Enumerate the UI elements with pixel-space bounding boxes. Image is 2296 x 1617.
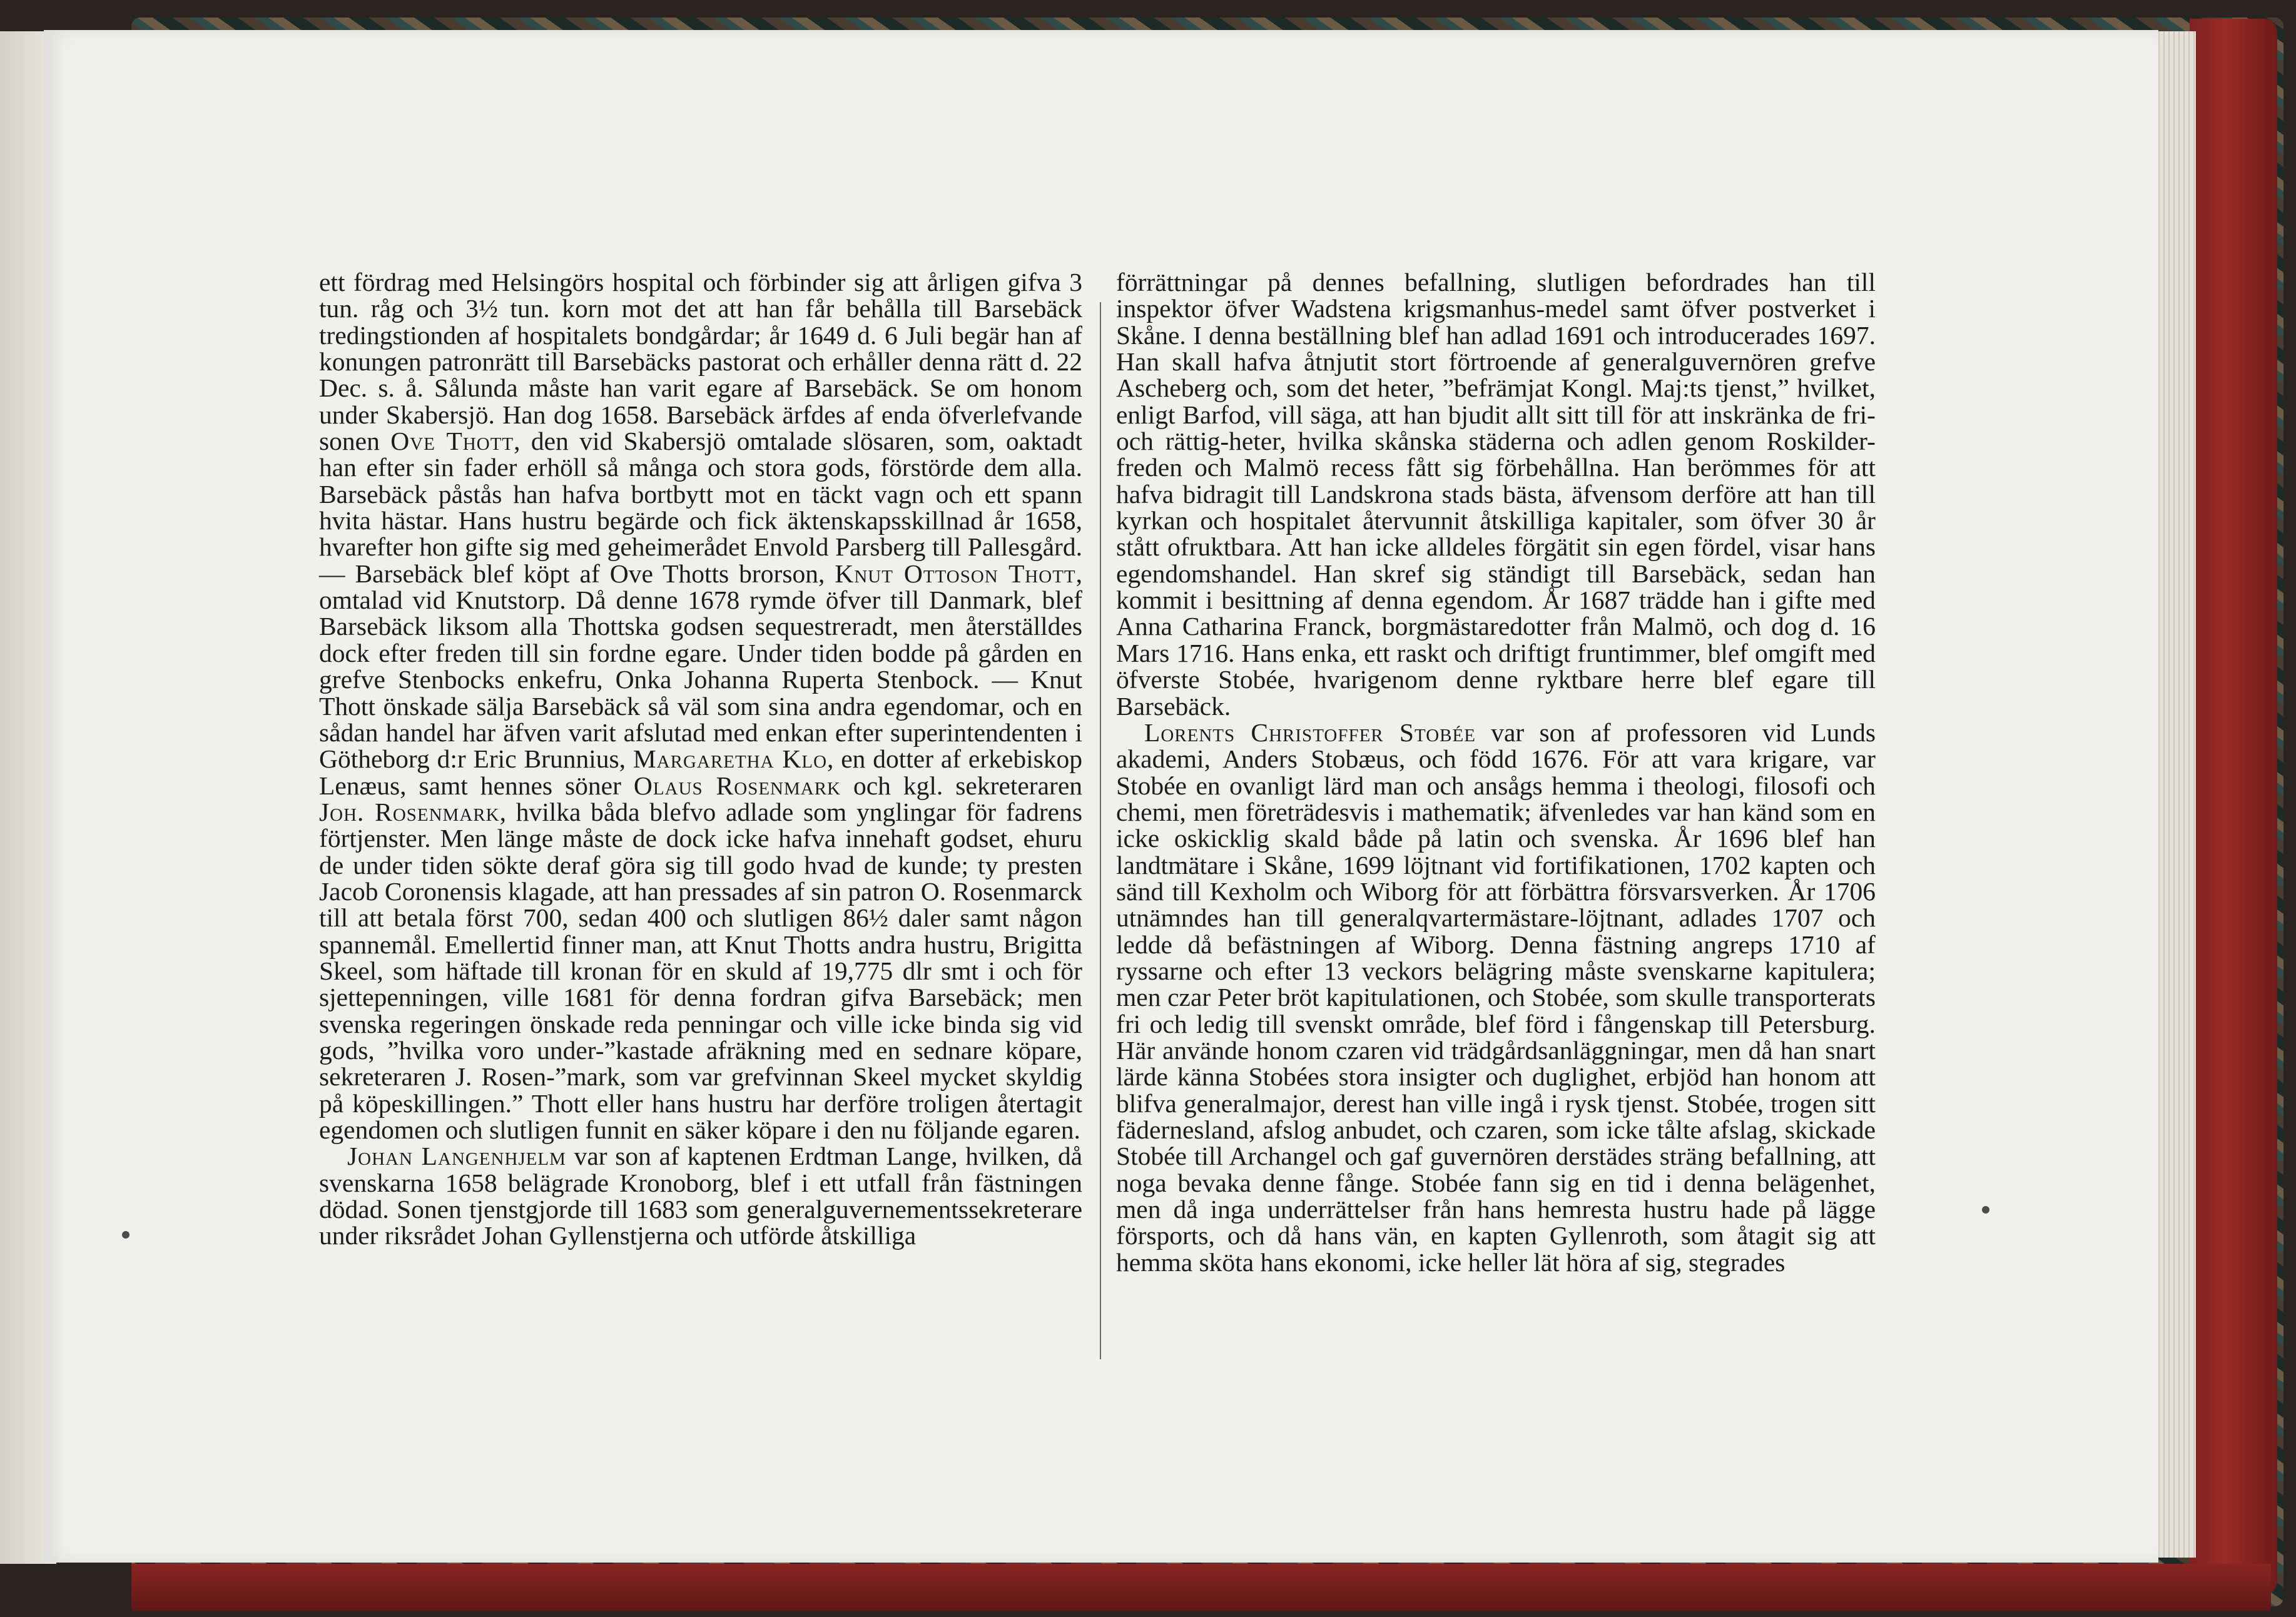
text-run: , hvilka båda blefvo adlade som ynglingar för fadrens förtjenster. Men länge måste de dock icke hafva innehaft godset, ehuru de under tiden sökte deraf göra sig till godo hvad de kunde; ty presten Jacob Coronensis klagade, att han pressades af sin patron O. Rosenmarck till att betala först 700, sedan 400 och slutligen 86½ daler samt någon spannemål. Emellertid finner man, att Knut Thotts andra hustru, Brigitta Skeel, som häftade till kronan för en skuld af 19,775 dlr smt i och för sjettepenningen, ville 1681 för denna fordran gifva Barsebäck; men svenska regeringen önskade reda penningar och ville icke binda sig vid gods, ”hvilka voro under-”kastade afräkning med en sednare köpare, sekreteraren J. Rosen-”mark, som var grefvinnan Skeel mycket skyldig på köpeskillingen.” Thott eller hans hustru har derföre troligen återtagit egendomen och slutligen funnit en säker köpare i den nu följande egaren. (319, 797, 1082, 1144)
text-run: var son af professoren vid Lunds akademi, Anders Stobæus, och född 1676. För att vara krigare, var Stobée en ovanligt lärd man och ansågs hemma i theologi, filosofi och chemi, men företrädesvis i mathematik; äfvenledes var han känd som en icke oskicklig skald både på latin och svenska. År 1696 blef han landtmätare i Skåne, 1699 löjtnant vid fortifikationen, 1702 kapten och sänd till Kexholm och Wiborg för att förbättra försvarsverken. År 1706 utnämndes han till generalqvartermästare-löjtnant, adlades 1707 och ledde då befästningen af Wiborg. Denna fästning angreps 1710 af ryssarne och efter 13 veckors belägring måste svenskarne kapitulera; men czar Peter bröt kapitulationen, och Stobée, som skulle transporterats fri och ledig till svenskt område, blef förd i fångenskap till Petersburg. Här använde honom czaren vid trädgårdsanläggningar, men då han snart lärde känna Stobées stora insigter och duglighet, erbjöd han honom att blifva generalmajor, derest han ville ingå i rysk tjenst. Stobée, trogen sitt fädernesland, afslog anbudet, och czaren, som icke tålte afslag, skickade Stobée till Archangel och gaf guvernören derstädes sträng befallning, att noga bevaka denne fånge. Stobée fann sig en tid i denna belägenhet, men då inga underrättelser från hans hemresta hustru hade på lägge försports, och då hans vän, en kapten Gyllenroth, som åtagit sig att hemma sköta hans ekonomi, icke heller lät höra af sig, stegrades (1116, 717, 1876, 1277)
person-name: Knut Ottoson Thott (835, 559, 1076, 588)
text-run: , omtalad vid Knutstorp. Då denne 1678 rymde öfver till Danmark, blef Barsebäck liksom alla Thottska godsen sequestreradt, men återställdes dock efter freden till sin fordne egare. Under tiden bodde på gården en grefve Stenbocks enkefru, Onka Johanna Ruperta Stenbock. — Knut Thott önskade sälja Barsebäck så väl som sina andra egendomar, och en sådan handel har äfven varit afslutad med enkan efter superintendenten i Götheborg d:r Eric Brunnius, (319, 559, 1082, 774)
text-run: , en dotter af erkebiskop Lenæus, samt hennes söner (319, 744, 1082, 800)
text-column-left (319, 269, 1082, 1249)
person-name: Margaretha Klo (632, 744, 828, 774)
text-run: ett fördrag med Helsingörs hospital och förbinder sig att årligen gifva 3 tun. råg och 3½ tun. korn mot det att han får behålla till Barsebäck tredingstionden af hospitalets bondgårdar; år 1649 d. 6 Juli begär han af konungen patronrätt till Barsebäcks pastorat och erhåller denna rätt d. 22 Dec. s. å. Sålunda måste han varit egare af Barsebäck. Se om honom under Skabersjö. Han dog 1658. Barsebäck ärfdes af enda öfverlefvande sonen (319, 268, 1082, 456)
person-name: Olaus Rosenmark (633, 771, 841, 800)
paragraph-langenhjelm-continued (1116, 269, 1876, 719)
page-speck (122, 1231, 130, 1239)
person-name: Ove Thott (390, 427, 514, 456)
person-name: Lorents Christoffer Stobée (1144, 717, 1476, 747)
column-divider (1100, 302, 1101, 1359)
paragraph-stobee (1116, 719, 1876, 1275)
text-run: förrättningar på dennes befallning, slutligen befordrades han till inspektor öfver Wadstena krigsmanhus-medel samt öfver postverket i Skåne. I denna beställning blef han adlad 1691 och introducerades 1697. Han skall hafva åtnjutit stort förtroende af generalguvernören grefve Ascheberg och, som det heter, ”befrämjat Kongl. Maj:ts tjenst,” hvilket, enligt Barfod, vill säga, att han bjudit allt sitt till för att inskränka de fri- och rättig-heter, hvilka skånska städerna och adlen genom Roskilder-freden och Malmö recess fått sig förbehållna. Han berömmes för att hafva bidragit till Landskrona stads bästa, äfvensom derföre att han till kyrkan och hospitalet återvunnit åtskilliga kapitaler, som öfver 30 år stått ofruktbara. Att han icke alldeles förgätit sin egen fördel, visar hans egendomshandel. Han skref sig ständigt till Barsebäck, sedan han kommit i besittning af denna egendom. År 1687 trädde han i gifte med Anna Catharina Franck, borgmästaredotter från Malmö, och dog d. 16 Mars 1716. Hans enka, ett raskt och driftigt fruntimmer, blef omgift med öfverste Stobée, hvarigenom denne ryktbare herre blef egare till Barsebäck. (1116, 268, 1876, 721)
book-page (44, 30, 2158, 1563)
paragraph-barseback (319, 269, 1082, 1143)
text-run: och kgl. sekreteraren (841, 771, 1082, 800)
page-speck (1982, 1206, 1989, 1214)
text-column-right (1116, 269, 1876, 1275)
book-spine-leather (2190, 19, 2277, 1595)
person-name: Joh. Rosenmark (319, 797, 500, 826)
paragraph-langenhjelm (319, 1143, 1082, 1249)
text-run: var son af kaptenen Erdtman Lange, hvilken, då svenskarna 1658 belägrade Kronoborg, blef i ett utfall från fästningen dödad. Sonen tjenstgjorde till 1683 som generalguvernementssekreterare under riksrådet Johan Gyllenstjerna och utförde åtskilliga (319, 1142, 1083, 1250)
text-run: , den vid Skabersjö omtalade slösaren, som, oaktadt han efter sin fader erhöll så många och stora gods, förstörde dem alla. Barsebäck påstås han hafva bortbytt mot en täckt vagn och ett spann hvita hästar. Hans hustru begärde och fick äktenskapsskillnad år 1658, hvarefter hon gifte sig med geheimerådet Envold Parsberg till Pallesgård. — Barsebäck blef köpt af Ove Thotts brorson, (319, 427, 1083, 588)
person-name: Johan Langenhjelm (347, 1142, 566, 1171)
book-cover-bottom-edge (131, 1564, 2271, 1611)
